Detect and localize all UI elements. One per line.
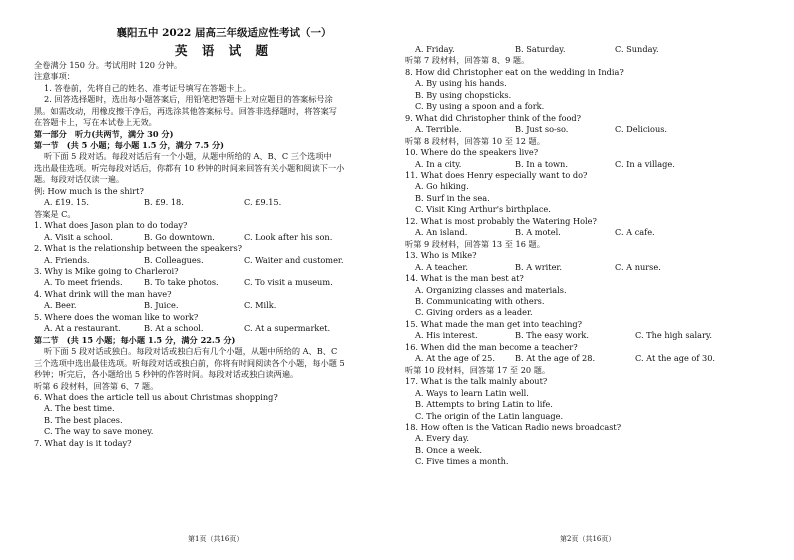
page-footer-1: 第1页（共16页） bbox=[188, 535, 244, 543]
question-2 bbox=[34, 244, 414, 264]
question-text: 10. Where do the speakers live? bbox=[405, 147, 539, 158]
option: B. The best places. bbox=[44, 414, 123, 425]
option: A. Visit a school. bbox=[44, 231, 113, 242]
question-options bbox=[405, 125, 785, 134]
option: A. £19. 15. bbox=[44, 197, 89, 208]
notice-2-cont: 黑。如需改动，用橡皮擦干净后，再选涂其他答案标号。回答非选择题时，将答案写 bbox=[34, 105, 337, 116]
option: B. To take photos. bbox=[144, 277, 219, 288]
option: C. At the age of 30. bbox=[635, 353, 716, 364]
notice-1: 1. 答卷前，先将自己的姓名、准考证号填写在答题卡上。 bbox=[44, 82, 251, 93]
exam-subtitle: 英 语 试 题 bbox=[174, 43, 274, 59]
material-instruction: 听第 9 段材料，回答第 13 至 16 题。 bbox=[405, 238, 545, 249]
question-5 bbox=[34, 313, 414, 333]
option: B. Just so-so. bbox=[515, 124, 569, 135]
question-options bbox=[34, 324, 414, 333]
option: B. In a town. bbox=[515, 158, 568, 169]
option: C. The way to save money. bbox=[44, 426, 154, 437]
question-4 bbox=[34, 290, 414, 310]
material-instruction: 听第 8 段材料，回答第 10 至 12 题。 bbox=[405, 135, 545, 146]
right-column bbox=[405, 0, 785, 469]
option: C. Milk. bbox=[244, 300, 277, 311]
notice-2-cont: 在答题卡上，写在本试卷上无效。 bbox=[34, 117, 157, 128]
question-text: 2. What is the relationship between the speakers? bbox=[34, 243, 243, 254]
question-text: 14. What is the man best at? bbox=[405, 273, 524, 284]
section-1-directions: 题。每段对话仅读一遍。 bbox=[34, 174, 125, 185]
option: B. At a school. bbox=[144, 323, 204, 334]
example-answer: 答案是 C。 bbox=[34, 208, 76, 219]
option: B. £9. 18. bbox=[144, 197, 184, 208]
question-options bbox=[34, 278, 414, 287]
option: B. At the age of 28. bbox=[515, 353, 596, 364]
notice-2: 2. 回答选择题时，选出每小题答案后，用铅笔把答题卡上对应题目的答案标号涂 bbox=[44, 94, 333, 105]
question-options bbox=[405, 331, 785, 340]
question-1 bbox=[34, 221, 414, 241]
option: B. Juice. bbox=[144, 300, 179, 311]
question-text: 11. What does Henry especially want to do? bbox=[405, 169, 588, 180]
section-1-directions: 选出最佳选项。听完每段对话后，你都有 10 秒钟的时间来回答有关小题和阅读下一小 bbox=[34, 162, 345, 173]
option: A. An island. bbox=[415, 227, 468, 238]
question-text: 13. Who is Mike? bbox=[405, 250, 477, 261]
option: C. Look after his son. bbox=[244, 231, 333, 242]
section-2-heading: 第二节 (共 15 小题；每小题 1.5 分，满分 22.5 分) bbox=[34, 334, 236, 345]
material-instruction: 听第 10 段材料，回答第 17 至 20 题。 bbox=[405, 364, 551, 375]
option: A. Ways to learn Latin well. bbox=[415, 387, 529, 398]
question-text: 17. What is the talk mainly about? bbox=[405, 376, 548, 387]
option: C. Sunday. bbox=[615, 44, 659, 54]
option: C. £9.15. bbox=[244, 197, 282, 208]
option: B. Surf in the sea. bbox=[415, 192, 490, 203]
option: C. A cafe. bbox=[615, 227, 655, 238]
question-text: 9. What did Christopher think of the food? bbox=[405, 112, 582, 123]
option: A. Go hiking. bbox=[415, 181, 469, 192]
option: C. The high salary. bbox=[635, 330, 713, 341]
example-options bbox=[34, 198, 414, 207]
exam-meta: 全卷满分 150 分。考试用时 120 分钟。 bbox=[34, 59, 183, 70]
question-text: 5. Where does the woman like to work? bbox=[34, 311, 199, 322]
option: A. Beer. bbox=[44, 300, 77, 311]
option: B. A motel. bbox=[515, 227, 561, 238]
option: B. By using chopsticks. bbox=[415, 89, 512, 100]
option: C. At a supermarket. bbox=[244, 323, 331, 334]
option: C. Giving orders as a leader. bbox=[415, 307, 533, 318]
question-text: 12. What is most probably the Watering Hole? bbox=[405, 215, 597, 226]
section-2-directions: 听下面 5 段对话或独白。每段对话或独白后有几个小题，从题中所给的 A、B、C bbox=[44, 346, 338, 357]
option: A. Friends. bbox=[44, 254, 90, 265]
section-1-heading: 第一节 (共 5 小题；每小题 1.5 分，满分 7.5 分) bbox=[34, 140, 225, 150]
option: C. The origin of the Latin language. bbox=[415, 410, 564, 421]
option: A. Terrible. bbox=[415, 124, 462, 135]
option: A. To meet friends. bbox=[44, 277, 123, 288]
option: A. Every day. bbox=[415, 433, 469, 444]
question-options bbox=[34, 233, 414, 242]
question-options bbox=[405, 354, 785, 363]
question-text: 1. What does Jason plan to do today? bbox=[34, 220, 188, 231]
example-question: 例: How much is the shirt? bbox=[34, 185, 144, 196]
question-options bbox=[405, 45, 785, 54]
question-3 bbox=[34, 267, 414, 287]
option: B. Saturday. bbox=[515, 44, 566, 54]
question-text: 7. What day is it today? bbox=[34, 437, 132, 448]
question-options bbox=[405, 263, 785, 272]
option: B. Once a week. bbox=[415, 444, 482, 455]
question-options bbox=[405, 228, 785, 237]
question-options bbox=[34, 256, 414, 265]
material-instruction: 听第 6 段材料，回答第 6、7 题。 bbox=[34, 380, 159, 391]
option: C. Waiter and customer. bbox=[244, 254, 344, 265]
left-column bbox=[34, 0, 414, 450]
section-2-directions: 秒钟；听完后，各小题给出 5 秒钟的作答时间。每段对话或独白读两遍。 bbox=[34, 369, 299, 380]
option: C. A nurse. bbox=[615, 261, 661, 272]
section-2-directions: 三个选项中选出最佳选项。听每段对话或独白前，你将有时间阅读各个小题，每小题 5 bbox=[34, 357, 345, 368]
option: A. By using his hands. bbox=[415, 78, 507, 89]
question-options bbox=[405, 160, 785, 169]
option: C. Visit King Arthur's birthplace. bbox=[415, 204, 551, 215]
question-text: 6. What does the article tell us about Christmas shopping? bbox=[34, 391, 278, 402]
option: B. The easy work. bbox=[515, 330, 589, 341]
option: A. Organizing classes and materials. bbox=[415, 284, 567, 295]
option: B. Go downtown. bbox=[144, 231, 215, 242]
option: B. Communicating with others. bbox=[415, 295, 545, 306]
option: A. A teacher. bbox=[415, 261, 468, 272]
question-text: 3. Why is Mike going to Charleroi? bbox=[34, 265, 179, 276]
option: C. Delicious. bbox=[615, 124, 668, 135]
notice-title: 注意事项： bbox=[34, 71, 75, 82]
question-text: 4. What drink will the man have? bbox=[34, 288, 172, 299]
option: A. The best time. bbox=[44, 403, 115, 414]
exam-title: 襄阳五中 2022 届高三年级适应性考试（一） bbox=[116, 27, 332, 39]
option: A. In a city. bbox=[415, 158, 462, 169]
option: B. Colleagues. bbox=[144, 254, 204, 265]
question-options bbox=[34, 301, 414, 310]
option: C. By using a spoon and a fork. bbox=[415, 101, 545, 112]
option: A. Friday. bbox=[415, 44, 455, 54]
material-instruction: 听第 7 段材料，回答第 8、9 题。 bbox=[405, 55, 530, 66]
option: A. At a restaurant. bbox=[44, 323, 121, 334]
question-text: 8. How did Christopher eat on the wedding in India? bbox=[405, 66, 624, 77]
question-text: 15. What made the man get into teaching? bbox=[405, 318, 583, 329]
option: B. Attempts to bring Latin to life. bbox=[415, 399, 553, 410]
question-text: 18. How often is the Vatican Radio news broadcast? bbox=[405, 421, 622, 432]
option: C. In a village. bbox=[615, 158, 675, 169]
part-1-heading: 第一部分 听力(共两节，满分 30 分) bbox=[34, 128, 174, 139]
section-1-directions: 听下面 5 段对话。每段对话后有一个小题，从题中所给的 A、B、C 三个选项中 bbox=[44, 151, 332, 162]
page-footer-2: 第2页（共16页） bbox=[560, 535, 616, 543]
question-text: 16. When did the man become a teacher? bbox=[405, 341, 578, 352]
option: A. At the age of 25. bbox=[415, 353, 495, 364]
option: B. A writer. bbox=[515, 261, 563, 272]
option: A. His interest. bbox=[415, 330, 478, 341]
option: C. Five times a month. bbox=[415, 456, 509, 467]
option: C. To visit a museum. bbox=[244, 277, 333, 288]
